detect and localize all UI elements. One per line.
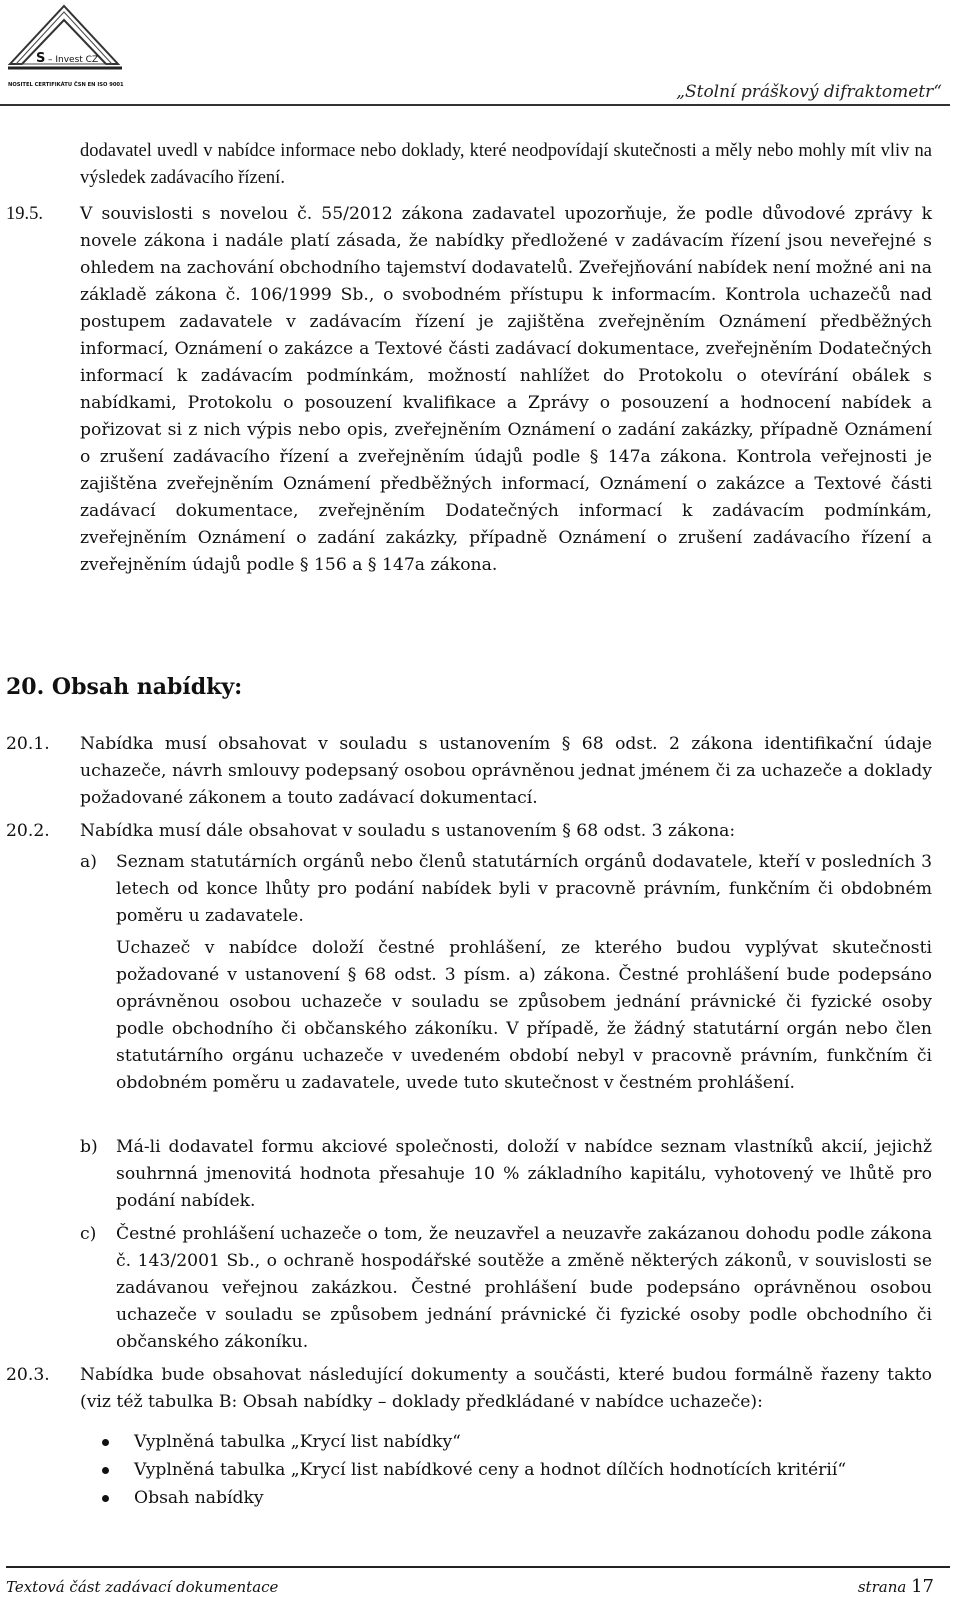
paragraph-number: 20.3. [6,1365,50,1385]
paragraph-number: 20.2. [6,821,50,841]
header-divider [0,104,950,106]
item-a-text-2: Uchazeč v nabídce doloží čestné prohlášení, ze kterého budou vyplývat skutečnosti požadované v ustanovení § 68 odst. 3 písm. a) zákona. Čestné prohlášení bude podepsáno oprávněnou osobou uchazeče v souladu se způsobem jednání právnické či fyzické osoby podle obchodního či občanského zákoníku. V případě, že žádný statutární orgán nebo člen statutárního orgánu uchazeče v uvedeném období nebyl v pracovně právním, funkčním či obdobném poměru u zadavatele, uvede tuto skutečnost v čestném prohlášení. [116,938,932,1093]
paragraph-20-3: Nabídka bude obsahovat následující dokumenty a součásti, které budou formálně řazeny takto (viz též tabulka B: Obsah nabídky – doklady předkládané v nabídce uchazeče): [80,1365,932,1412]
section-heading: 20. Obsah nabídky: [6,674,243,700]
paragraph-19-4-continued: dodavatel uvedl v nabídce informace nebo doklady, které neodpovídají skutečnosti a měly nebo mohly mít vliv na výsledek zadávacího řízení. [80,141,932,188]
paragraph-19-5: V souvislosti s novelou č. 55/2012 zákona zadavatel upozorňuje, že podle důvodové zprávy k novele zákona i nadále platí zásada, že nabídky předložené v zadávacím řízení jsou neveřejné s ohledem na zachování obchodního tajemství dodavatelů. Zveřejňování nabídek není možné ani na základě zákona č. 106/1999 Sb., o svobodném přístupu k informacím. Kontrola uchazečů nad postupem zadavatele v zadávacím řízení je zajištěna zveřejněním Oznámení předběžných informací, Oznámení o zakázce a Textové části zadávací dokumentace, zveřejněním Dodatečných informací k zadávacím podmínkám, možností nahlížet do Protokolu o otevírání obálek s nabídkami, Protokolu o posouzení kvalifikace a Zprávy o posouzení a hodnocení nabídek a pořizovat si z nich výpis nebo opis, zveřejněním Oznámení o zadání zakázky, případně Oznámení o zrušení zadávacího řízení a zveřejněním údajů podle § 147a zákona. Kontrola veřejnosti je zajištěna zveřejněním Oznámení předběžných informací, Oznámení o zakázce a Textové části zadávací dokumentace, zveřejněním Dodatečných informací k zadávacím podmínkám, zveřejněním Oznámení o zadání zakázky, případně Oznámení o zrušení zadávacího řízení a zveřejněním údajů podle § 156 a § 147a zákona. [80,204,932,575]
item-c-text: Čestné prohlášení uchazeče o tom, že neuzavřel a neuzavře zakázanou dohodu podle zákona č. 143/2001 Sb., o ochraně hospodářské soutěže a změně některých zákonů, v souvislosti se zadávanou veřejnou zakázkou. Čestné prohlášení bude podepsáno oprávněnou osobou uchazeče v souladu se způsobem jednání právnické či fyzické osoby podle obchodního či občanského zákoníku. [116,1224,932,1352]
bullet-list [96,1428,846,1512]
list-item: Vyplněná tabulka „Krycí list nabídkové ceny a hodnot dílčích hodnotících kritérií“ [96,1456,846,1484]
svg-text:NOSITEL CERTIFIKÁTU ČSN EN ISO: NOSITEL CERTIFIKÁTU ČSN EN ISO 9001 [8,82,124,88]
paragraph-number: 20.1. [6,734,50,754]
svg-text:S: S [36,51,46,66]
svg-text:– Invest CZ: – Invest CZ [48,55,99,65]
paragraph-20-1: Nabídka musí obsahovat v souladu s ustanovením § 68 odst. 2 zákona identifikační údaje uchazeče, návrh smlouvy podepsaný osobou oprávněnou jednat jménem či za uchazeče a doklady požadované zákonem a touto zadávací dokumentací. [80,734,932,808]
page-number-value: 17 [911,1576,934,1597]
header-title: „Stolní práškový difraktometr“ [676,82,942,102]
bullet-icon [102,1439,109,1446]
list-label-b: b) [80,1137,98,1157]
list-label-a: a) [80,852,97,872]
item-a-text: Seznam statutárních orgánů nebo členů statutárních orgánů dodavatele, kteří v posledních 3 letech od konce lhůty pro podání nabídek byli v pracovně právním, funkčním či obdobném poměru u zadavatele. [116,852,932,926]
item-b-text: Má-li dodavatel formu akciové společnosti, doloží v nabídce seznam vlastníků akcií, jejichž souhrnná jmenovitá hodnota přesahuje 10 % základního kapitálu, vyhotovený ve lhůtě pro podání nabídek. [116,1137,932,1211]
list-label-c: c) [80,1224,97,1244]
paragraph-number: 19.5. [6,204,43,224]
footer-divider [6,1566,950,1568]
bullet-icon [102,1467,109,1474]
page-number [858,1576,934,1597]
list-item: Obsah nabídky [96,1484,846,1512]
footer-document-title: Textová část zadávací dokumentace [6,1578,279,1596]
page-label: strana [857,1578,907,1596]
list-item: Vyplněná tabulka „Krycí list nabídky“ [96,1428,846,1456]
company-logo [6,2,124,94]
paragraph-20-2: Nabídka musí dále obsahovat v souladu s ustanovením § 68 odst. 3 zákona: [80,821,736,841]
bullet-icon [102,1495,109,1502]
